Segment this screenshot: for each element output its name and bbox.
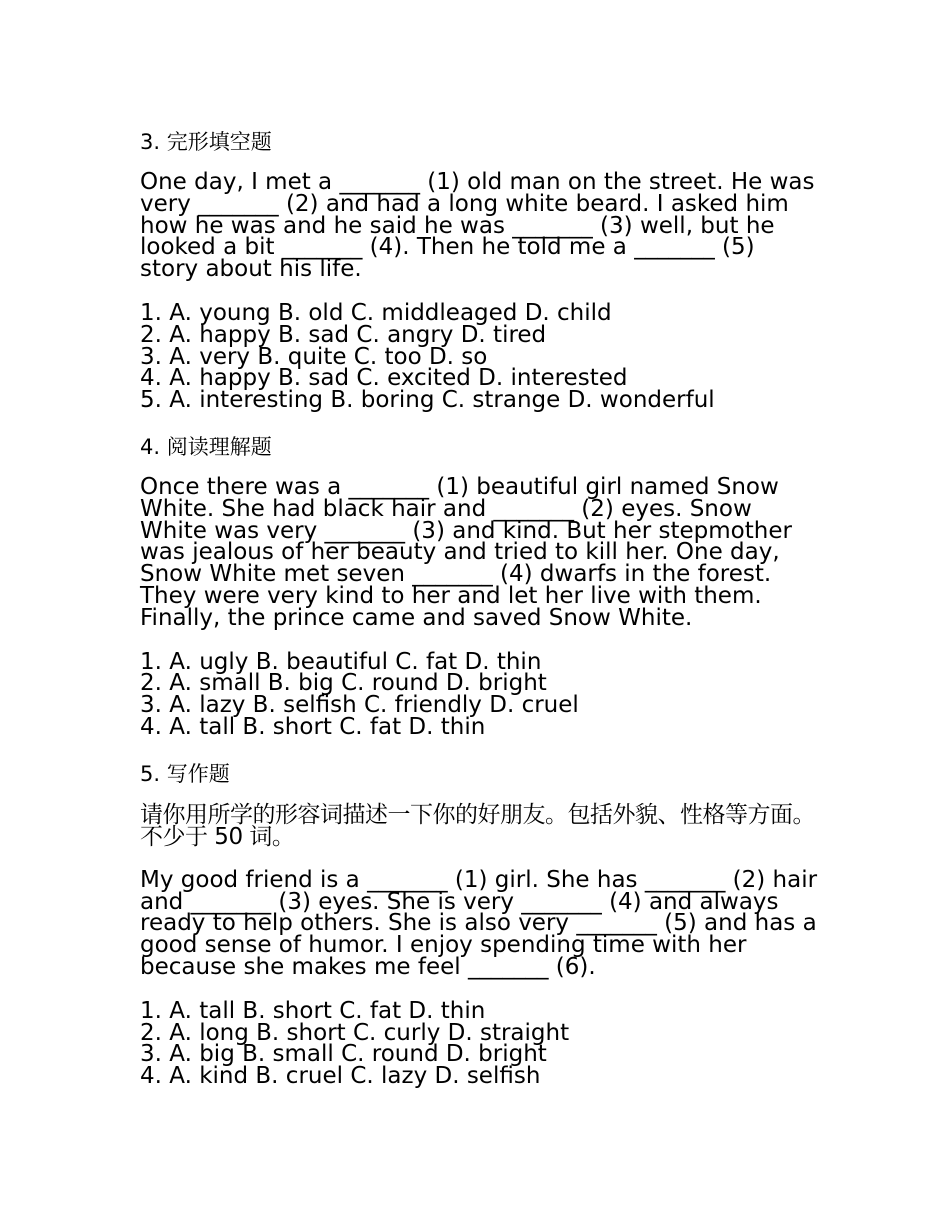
option-line: 3. A. lazy B. selfish C. friendly D. cruel <box>140 692 579 719</box>
option-list <box>140 648 820 740</box>
option-list <box>140 299 820 414</box>
option-line: 1. A. ugly B. beautiful C. fat D. thin <box>140 648 542 675</box>
document-page <box>140 128 820 1109</box>
option-line: 1. A. tall B. short C. fat D. thin <box>140 997 486 1024</box>
reading-passage: Once there was a _______ (1) beautiful girl named Snow White. She had black hair and _______ (2) eyes. Snow White was very _______ (3) and kind. But her stepmother was jealous of her beauty and tried to kill her. One day, Snow White met seven _______ (4) dwarfs in the forest. They were very kind to her and let her live with them. Finally, the prince came and saved Snow White. <box>140 473 792 631</box>
section-title: 3. 完形填空题 <box>140 130 272 154</box>
option-line: 4. A. happy B. sad C. excited D. interested <box>140 365 628 392</box>
option-line: 3. A. very B. quite C. too D. so <box>140 343 488 370</box>
option-list <box>140 997 820 1090</box>
section-title: 5. 写作题 <box>140 761 230 786</box>
writing-prompt: 请你用所学的形容词描述一下你的好朋友。包括外貌、性格等方面。不少于 50 词。 <box>140 801 815 850</box>
section-writing <box>140 760 820 1088</box>
option-line: 3. A. big B. small C. round D. bright <box>140 1041 547 1068</box>
section-cloze <box>140 128 820 412</box>
section-title: 4. 阅读理解题 <box>140 434 272 459</box>
section-reading <box>140 433 820 739</box>
option-line: 2. A. happy B. sad C. angry D. tired <box>140 321 547 348</box>
option-line: 1. A. young B. old C. middleaged D. child <box>140 299 612 326</box>
option-line: 5. A. interesting B. boring C. strange D. wonderful <box>140 387 715 414</box>
option-line: 4. A. tall B. short C. fat D. thin <box>140 713 486 740</box>
writing-passage: My good friend is a _______ (1) girl. She has _______ (2) hair and _______ (3) eyes. She is very _______ (4) and always ready to help others. She is also very _______ (5) and has a good sense of humor. I enjoy spending time with her because she makes me feel _______ (6). <box>140 866 818 980</box>
option-line: 2. A. small B. big C. round D. bright <box>140 670 547 697</box>
option-line: 2. A. long B. short C. curly D. straight <box>140 1019 570 1046</box>
option-line: 4. A. kind B. cruel C. lazy D. selfish <box>140 1063 541 1090</box>
cloze-passage: One day, I met a _______ (1) old man on the street. He was very _______ (2) and had a long white beard. I asked him how he was and he said he was _______ (3) well, but he looked a bit _______ (4). Then he told me a _______ (5) story about his life. <box>140 169 815 283</box>
